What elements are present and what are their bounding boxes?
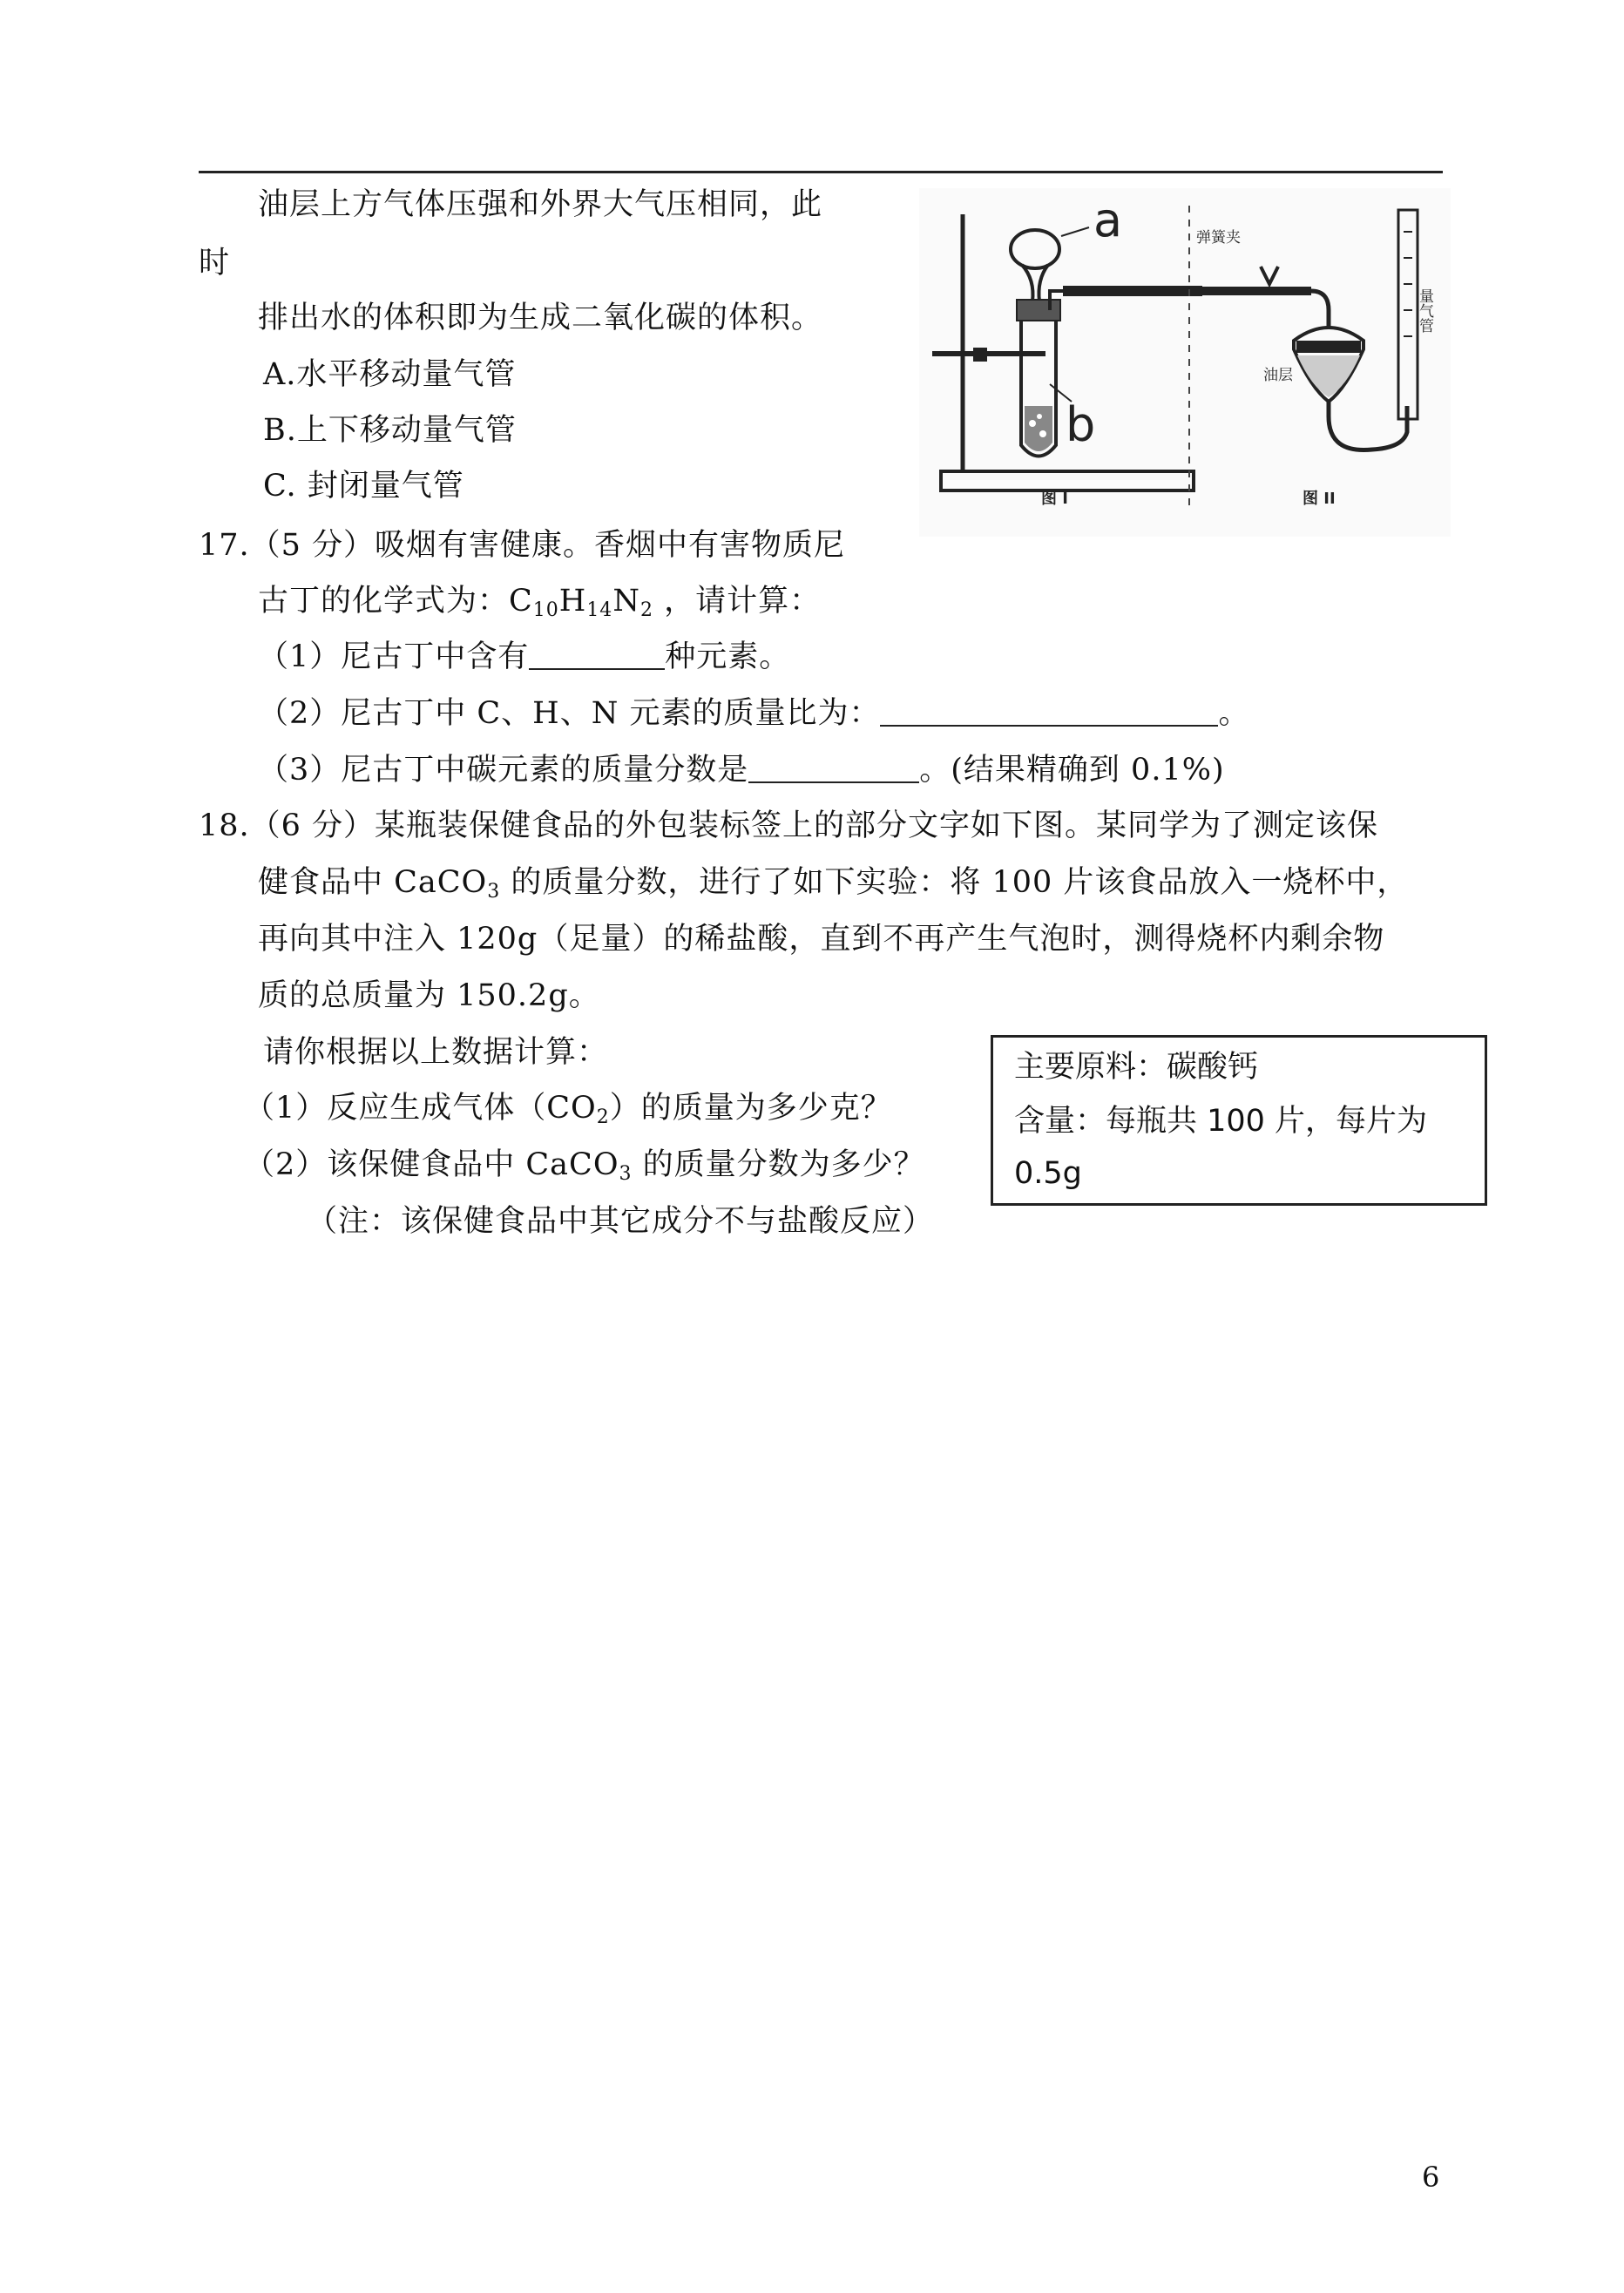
label-clip: 弹簧夹 bbox=[1196, 229, 1241, 247]
q17-formula: 古丁的化学式为：$C_{10}H_{14}N_2$ ，请计算： bbox=[258, 584, 822, 621]
q18-line5: 请你根据以上数据计算： bbox=[263, 1035, 609, 1070]
q18-line4: 质的总质量为 150.2g。 bbox=[258, 978, 600, 1013]
q16-option-c: C. 封闭量气管 bbox=[263, 469, 464, 504]
q18-line1: 18.（6 分）某瓶装保健食品的外包装标签上的部分文字如下图。某同学为了测定该保 bbox=[199, 808, 1379, 843]
q18-sub2: （2）该保健食品中 CaCO$_3$ 的质量分数为多少？ bbox=[244, 1147, 925, 1185]
caption-fig2: 图 II bbox=[1303, 490, 1336, 508]
q17-intro: 17.（5 分）吸烟有害健康。香烟中有害物质尼 bbox=[199, 528, 846, 563]
q16-option-b: B.上下移动量气管 bbox=[263, 413, 517, 448]
product-label-box bbox=[991, 1035, 1487, 1206]
label-a: a bbox=[1093, 193, 1123, 247]
label-weight: 0.5g bbox=[1014, 1156, 1082, 1191]
q18-sub1: （1）反应生成气体$(CO_2)$的质量为多少克？ bbox=[244, 1091, 892, 1128]
answer-blank-3[interactable] bbox=[748, 755, 919, 783]
rubber-tube bbox=[1063, 286, 1202, 296]
label-oil: 油层 bbox=[1263, 367, 1293, 384]
label-b: b bbox=[1066, 397, 1096, 452]
q16-line1: 油层上方气体压强和外界大气压相同，此 bbox=[258, 187, 823, 222]
caption-fig1: 图 I bbox=[1041, 490, 1068, 508]
answer-blank-1[interactable] bbox=[529, 642, 665, 670]
label-content: 含量：每瓶共 100 片，每片为 bbox=[1014, 1104, 1428, 1139]
answer-blank-2[interactable] bbox=[880, 699, 1218, 727]
apparatus-figure bbox=[919, 188, 1451, 537]
label-ingredient: 主要原料：碳酸钙 bbox=[1014, 1050, 1259, 1085]
q16-line3: 排出水的体积即为生成二氧化碳的体积。 bbox=[258, 301, 823, 335]
q17-part2: （2）尼古丁中 C、H、N 元素的质量比为： 。 bbox=[258, 696, 1250, 731]
q18-note: （注：该保健食品中其它成分不与盐酸反应） bbox=[307, 1204, 935, 1239]
q17-part3: （3）尼古丁中碳元素的质量分数是 。(结果精确到 0.1%) bbox=[258, 753, 1225, 788]
q16-line2: 时 bbox=[199, 246, 231, 281]
stopper bbox=[1017, 300, 1060, 321]
q18-line2: 健食品中 CaCO$_3$ 的质量分数，进行了如下实验：将 100 片该食品放入一烧杯中， bbox=[258, 865, 1409, 903]
q18-line3: 再向其中注入 120g（足量）的稀盐酸，直到不再产生气泡时，测得烧杯内剩余物 bbox=[258, 922, 1385, 957]
label-tube: 量气管 bbox=[1416, 288, 1433, 333]
q17-part1: （1）尼古丁中含有 种元素。 bbox=[258, 639, 791, 674]
page-number: 6 bbox=[1422, 2161, 1440, 2194]
q16-option-a: A.水平移动量气管 bbox=[263, 357, 517, 392]
header-rule bbox=[199, 171, 1443, 173]
